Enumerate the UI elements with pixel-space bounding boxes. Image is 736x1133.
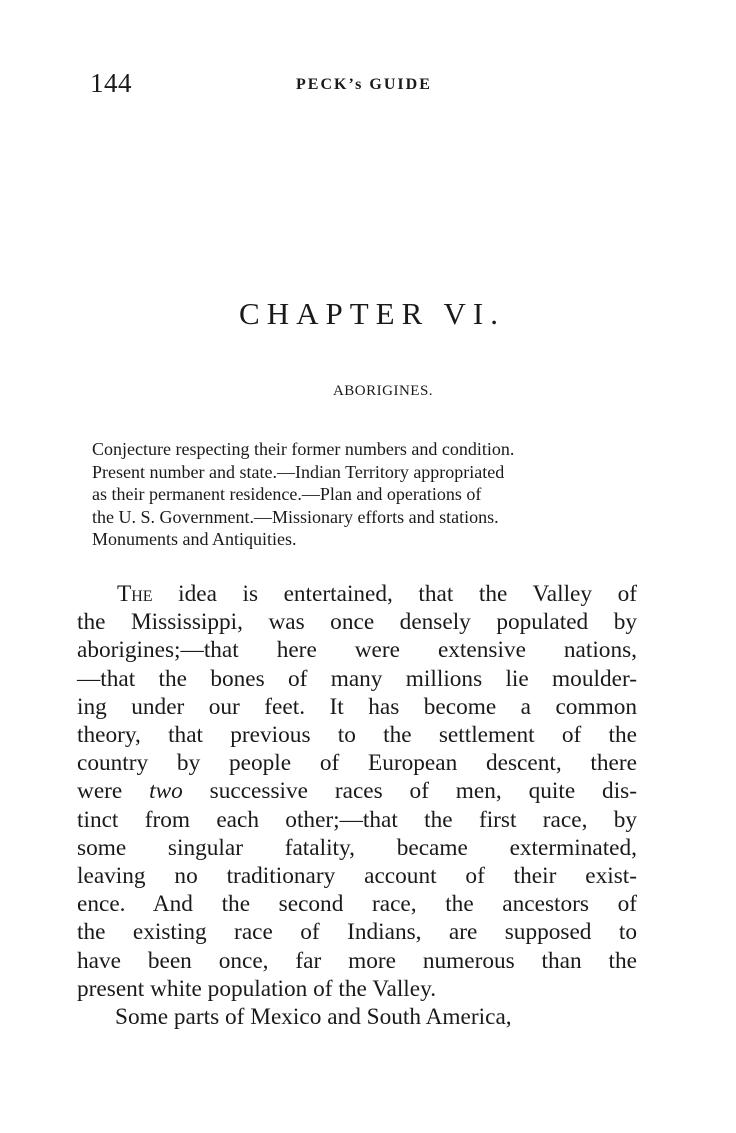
body-line: the Mississippi, was once densely populated by — [77, 609, 637, 636]
synopsis-line: Conjecture respecting their former numbers and condition. — [92, 439, 515, 459]
body-line: have been once, far more numerous than the — [77, 947, 637, 974]
section-title: ABORIGINES. — [332, 383, 434, 399]
body-text — [77, 580, 637, 1031]
body-line: ing under our feet. It has become a common — [77, 693, 637, 720]
page-number: 144 — [90, 68, 132, 98]
body-line: Some parts of Mexico and South America, — [115, 1004, 512, 1031]
chapter-synopsis — [92, 438, 661, 551]
chapter-title: CHAPTER VI. — [239, 296, 505, 331]
first-word: The — [117, 581, 153, 607]
body-line-text: idea is entertained, that the Valley of — [152, 581, 637, 607]
running-head: PECK’s GUIDE — [296, 76, 432, 93]
body-line: aborigines;—that here were extensive nations, — [77, 637, 637, 664]
body-line: some singular fatality, became exterminated, — [77, 834, 637, 861]
body-line: ence. And the second race, the ancestors of — [77, 891, 637, 918]
body-line: leaving no traditionary account of their exist- — [77, 863, 637, 890]
body-line: theory, that previous to the settlement of the — [77, 722, 637, 749]
synopsis-line: as their permanent residence.—Plan and operations of — [92, 484, 482, 504]
italic-word: two — [149, 778, 183, 805]
body-line: tinct from each other;—that the first race, by — [77, 806, 637, 833]
body-line: —that the bones of many millions lie moulder- — [77, 665, 637, 692]
body-line: country by people of European descent, there — [77, 750, 637, 777]
body-line: the existing race of Indians, are supposed to — [77, 919, 637, 946]
body-line — [77, 777, 637, 805]
body-line: present white population of the Valley. — [77, 975, 437, 1002]
body-line — [77, 580, 637, 608]
synopsis-line: the U. S. Government.—Missionary efforts and stations. — [92, 506, 499, 527]
body-line-text: successive races of men, quite dis- — [182, 778, 637, 805]
body-line-text: were — [77, 778, 150, 805]
synopsis-line: Present number and state.—Indian Territory appropriated — [92, 461, 505, 482]
synopsis-line: Monuments and Antiquities. — [92, 529, 297, 549]
